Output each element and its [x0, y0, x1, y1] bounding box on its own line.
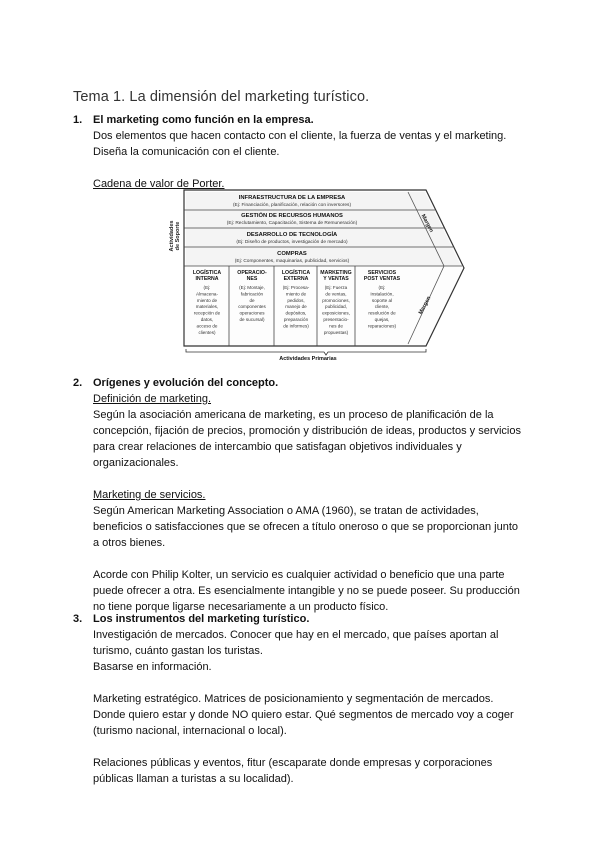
support-row-title: GESTIÓN DE RECURSOS HUMANOS [241, 213, 343, 219]
primary-activity-example: de informes) [283, 323, 309, 329]
paragraph-line: para crear relaciones de intercambio que satisfagan objetivos individuales y [93, 441, 462, 453]
primary-activity-example: (Ej: [203, 285, 211, 290]
diagram-caption: Cadena de valor de Porter. [93, 178, 225, 190]
support-label-2: de Soporte [175, 221, 181, 251]
primary-activity-example: fabricación [240, 291, 264, 297]
paragraph-line: (turismo nacional, internacional o local). [93, 725, 287, 737]
paragraph-line: Dos elementos que hacen contacto con el cliente, la fuerza de ventas y el marketing. [93, 130, 507, 142]
primary-activity-example: (Ej: [378, 285, 386, 290]
primary-activity-example: resolución de [368, 310, 396, 316]
primary-activity-example: propuestas) [323, 329, 349, 335]
porter-value-chain-diagram [168, 186, 468, 361]
primary-activity-example: exposiciones, [322, 310, 350, 316]
margin-label: Margen [419, 213, 435, 234]
primary-activity-example: (Ej: Montaje, [239, 285, 265, 290]
paragraph-line: Diseña la comunicación con el cliente. [93, 146, 280, 158]
paragraph-line: beneficios o satisfacciones que se ofrecen a título oneroso o que se proporcionan junto [93, 521, 518, 533]
section-heading: Los instrumentos del marketing turístico. [93, 613, 310, 625]
primary-brace [186, 349, 426, 355]
primary-activity-title: LOGÍSTICA [281, 270, 311, 276]
paragraph-line: Investigación de mercados. Conocer que hay en el mercado, que países aportan al [93, 629, 499, 641]
section-1 [73, 112, 543, 192]
primary-activity-example: cliente, [374, 304, 390, 310]
primary-activity-example: nes de [329, 323, 343, 329]
subheading: Marketing de servicios. [93, 489, 206, 501]
paragraph-line: Acorde con Philip Kolter, un servicio es cualquier actividad o beneficio que una parte [93, 569, 505, 581]
support-row-title: INFRAESTRUCTURA DE LA EMPRESA [238, 195, 346, 201]
paragraph-line: concepción, fijación de precios, promoción y distribución de ideas, productos y servicios [93, 425, 521, 437]
paragraph-line: públicas llaman a turistas a su localidad). [93, 773, 294, 785]
primary-activity-example: promociones, [322, 297, 350, 303]
paragraph-line: turismo, cuánto gastan los turistas. [93, 645, 263, 657]
paragraph-line: Donde quiero estar y donde NO quiero estar. Qué segmentos de mercado voy a coger [93, 709, 514, 721]
primary-activity-example: miento de [196, 297, 218, 303]
section-3 [73, 611, 543, 787]
primary-activity-title: LOGÍSTICA [192, 270, 222, 276]
paragraph-line: Según la asociación americana de marketing, es un proceso de planificación de la [93, 409, 494, 421]
paragraph-line: puede ofrecer a otra. Es esencialmente intangible y no se puede poseer. Su producción [93, 585, 520, 597]
support-row-example: (Ej: Financiación, planificación, relación con inversores) [232, 203, 352, 208]
primary-activity-example: (Ej: Fuerza [324, 285, 348, 290]
primary-label: Actividades Primarias [279, 356, 337, 361]
primary-activity-example: manejo de [285, 304, 307, 310]
primary-activity-example: (Ej: Procesa- [282, 285, 310, 290]
primary-activity-example: materiales, [195, 304, 219, 310]
support-row-title: COMPRAS [277, 251, 307, 257]
section-heading: Orígenes y evolución del concepto. [93, 377, 279, 389]
primary-activity-example: pedidos, [287, 297, 305, 303]
paragraph-line: no tiene porque ligarse necesariamente a un producto físico. [93, 601, 389, 613]
primary-activity-example: miento de [285, 291, 307, 297]
paragraph-line: Marketing estratégico. Matrices de posicionamiento y segmentación de mercados. [93, 693, 494, 705]
page-title: Tema 1. La dimensión del marketing turístico. [73, 89, 370, 105]
support-label-1: Actividades [169, 220, 175, 252]
support-row-example: (Ej: Componentes, maquinarias, publicidad, servicios) [234, 259, 350, 264]
primary-activity-example: presentacio- [323, 317, 349, 322]
primary-activity-example: quejas, [374, 317, 390, 322]
section-number: 2. [73, 377, 83, 389]
primary-activity-example: operaciones [239, 310, 265, 316]
paragraph-line: organizacionales. [93, 457, 179, 469]
section-heading: El marketing como función en la empresa. [93, 114, 314, 126]
primary-activity-example: Instalación, [370, 291, 394, 297]
paragraph-line: Según American Marketing Association o AMA (1960), se tratan de actividades, [93, 505, 479, 517]
primary-activity-title: Y VENTAS [323, 276, 349, 282]
section-number: 1. [73, 114, 83, 126]
section-number: 3. [73, 613, 83, 625]
support-row-example: (Ej: Diseño de productos, investigación de mercado) [236, 240, 348, 245]
primary-activity-example: reparaciones) [367, 323, 397, 329]
primary-activity-title: POST VENTAS [363, 276, 401, 282]
support-row-title: DESARROLLO DE TECNOLOGÍA [246, 232, 338, 238]
primary-activity-example: de [249, 297, 255, 303]
primary-activity-title: OPERACIO- [237, 270, 267, 276]
primary-activity-title: MARKETING [320, 270, 352, 276]
primary-activity-example: soporte al [371, 297, 393, 303]
primary-activity-title: EXTERNA [283, 276, 309, 282]
primary-activity-example: publicidad, [325, 304, 347, 310]
primary-activity-example: datos, [200, 317, 214, 322]
primary-activity-example: de sucursal) [239, 317, 265, 322]
primary-activity-title: NES [246, 276, 258, 282]
primary-activity-example: clientes) [198, 329, 216, 335]
paragraph-line: a otros bienes. [93, 537, 166, 549]
paragraph-line: Basarse en información. [93, 661, 212, 673]
section-2 [73, 375, 543, 615]
primary-activity-example: depósitos, [285, 310, 307, 316]
primary-activity-example: recepción de [193, 310, 221, 316]
primary-activity-title: INTERNA [195, 276, 219, 282]
support-row-example: (Ej: Reclutamiento, Capacitación, Sistema de Remuneración) [226, 221, 358, 226]
primary-activity-example: Almacena- [196, 291, 218, 297]
primary-activity-example: componentes [238, 304, 266, 310]
primary-activity-example: de ventas, [325, 291, 347, 297]
paragraph-line: Relaciones públicas y eventos, fitur (escaparate donde empresas y corporaciones [93, 757, 493, 769]
margin-label: Margen [417, 295, 433, 316]
primary-activity-example: acceso de [196, 323, 218, 329]
primary-activity-example: preparación [283, 317, 309, 322]
subheading: Definición de marketing. [93, 393, 212, 405]
primary-activity-title: SERVICIOS [367, 270, 397, 276]
